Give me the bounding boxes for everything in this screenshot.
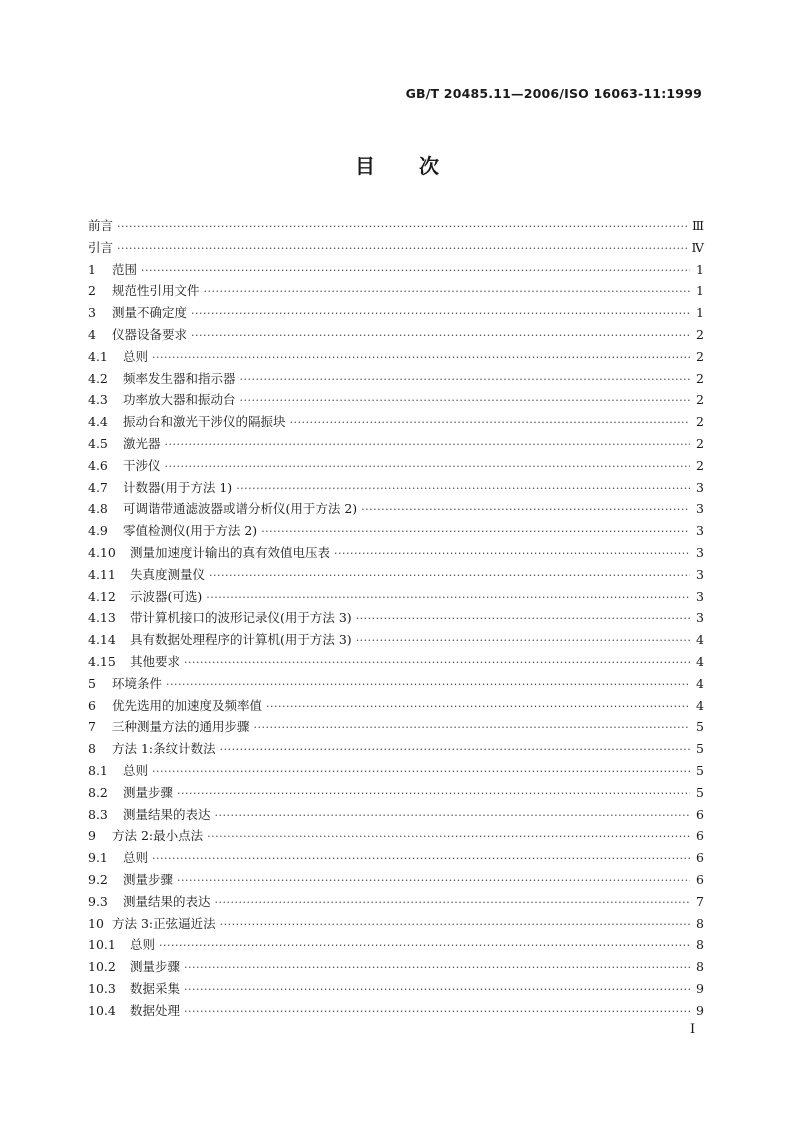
toc-entry-number: 7 (88, 719, 96, 735)
toc-entry-page: 3 (696, 479, 704, 495)
toc-entry[interactable] (88, 608, 704, 630)
dot-leader (191, 307, 690, 320)
toc-entry[interactable] (88, 260, 704, 282)
dot-leader (159, 939, 690, 952)
toc-entry[interactable] (88, 543, 704, 565)
toc-entry-page: 6 (696, 850, 704, 866)
toc-entry-label: 测量加速度计输出的真有效值电压表 (130, 544, 331, 560)
toc-entry-page: 2 (696, 348, 704, 364)
toc-entry-label: 其他要求 (130, 653, 181, 669)
toc-entry-page: 4 (696, 675, 704, 691)
dot-leader (220, 743, 690, 756)
toc-entry-number: 4.10 (88, 544, 116, 560)
dot-leader (261, 525, 690, 538)
dot-leader (361, 503, 690, 516)
toc-entry-number: 10.3 (88, 980, 116, 996)
toc-entry-page: 2 (696, 414, 704, 430)
toc-entry-number: 10.4 (88, 1002, 116, 1018)
toc-entry-page: 2 (696, 435, 704, 451)
toc-entry-number: 6 (88, 697, 96, 713)
toc-entry-page: 3 (696, 544, 704, 560)
dot-leader (177, 787, 690, 800)
toc-entry-page: 1 (696, 261, 704, 277)
toc-entry-number: 8 (88, 741, 96, 757)
toc-entry-number: 4.6 (88, 457, 108, 473)
dot-leader (209, 569, 690, 582)
toc-entry[interactable] (88, 630, 704, 652)
toc-entry-page: 4 (696, 653, 704, 669)
toc-entry-number: 3 (88, 305, 96, 321)
dot-leader (184, 1005, 690, 1018)
dot-leader (207, 830, 690, 843)
toc-entry-number: 4.8 (88, 501, 108, 517)
toc-entry-page: 9 (696, 980, 704, 996)
toc-entry-page: 6 (696, 871, 704, 887)
toc-entry-label: 方法 2:最小点法 (112, 828, 204, 844)
toc-entry-label: 激光器 (123, 435, 161, 451)
toc-entry[interactable] (88, 565, 704, 587)
dot-leader (356, 612, 690, 625)
toc-entry-number: 4.11 (88, 566, 116, 582)
toc-entry-page: 3 (696, 610, 704, 626)
toc-entry[interactable] (88, 914, 704, 936)
dot-leader (184, 656, 690, 669)
dot-leader (220, 918, 690, 931)
toc-entry-page: 3 (696, 588, 704, 604)
toc-entry-page: 3 (696, 523, 704, 539)
toc-entry-number: 4.3 (88, 392, 108, 408)
toc-entry-page: 4 (696, 632, 704, 648)
toc-entry[interactable] (88, 957, 704, 979)
toc-entry[interactable] (88, 456, 704, 478)
toc-entry-number: 4.2 (88, 370, 108, 386)
dot-leader (240, 373, 690, 386)
toc-entry-number: 9 (88, 828, 96, 844)
toc-entry-page: 3 (696, 501, 704, 517)
toc-entry[interactable] (88, 434, 704, 456)
toc-entry-label: 测量步骤 (123, 784, 174, 800)
toc-entry[interactable] (88, 761, 704, 783)
dot-leader (236, 482, 690, 495)
toc-entry-label: 总则 (123, 850, 149, 866)
toc-entry[interactable] (88, 478, 704, 500)
toc-entry[interactable] (88, 499, 704, 521)
toc-entry-number: 10 (88, 915, 104, 931)
toc-entry[interactable] (88, 303, 704, 325)
toc-entry-label: 零值检测仪(用于方法 2) (123, 523, 258, 539)
dot-leader (206, 591, 690, 604)
toc-entry[interactable] (88, 870, 704, 892)
toc-entry-label: 振动台和激光干涉仪的隔振块 (123, 414, 286, 430)
toc-entry-number: 4.12 (88, 588, 116, 604)
dot-leader (266, 700, 690, 713)
toc-entry-label: 仪器设备要求 (112, 326, 188, 342)
toc-entry-number: 9.1 (88, 850, 108, 866)
toc-entry-number: 2 (88, 283, 96, 299)
toc-entry[interactable] (88, 238, 704, 260)
table-of-contents (88, 216, 704, 1022)
dot-leader (177, 874, 690, 887)
dot-leader (152, 852, 690, 865)
toc-entry[interactable] (88, 674, 704, 696)
toc-entry-number: 9.3 (88, 893, 108, 909)
toc-entry-page: 9 (696, 1002, 704, 1018)
dot-leader (117, 220, 688, 233)
toc-entry-label: 示波器(可选) (130, 588, 203, 604)
toc-entry[interactable] (88, 979, 704, 1001)
toc-entry[interactable] (88, 521, 704, 543)
footer-page-number: I (690, 1022, 696, 1037)
toc-entry-number: 4.7 (88, 479, 108, 495)
toc-entry-number: 4 (88, 326, 96, 342)
dot-leader (165, 460, 690, 473)
toc-entry-page: 5 (696, 784, 704, 800)
toc-entry-page: Ⅳ (691, 239, 704, 255)
toc-entry-number: 4.13 (88, 610, 116, 626)
toc-entry[interactable] (88, 325, 704, 347)
toc-entry-label: 功率放大器和振动台 (123, 392, 236, 408)
toc-entry-page: 5 (696, 762, 704, 778)
dot-leader (166, 678, 690, 691)
toc-entry-label: 可调谐带通滤波器或谱分析仪(用于方法 2) (123, 501, 358, 517)
toc-entry-label: 测量步骤 (123, 871, 174, 887)
toc-entry-page: 1 (696, 283, 704, 299)
toc-entry-page: 2 (696, 392, 704, 408)
toc-entry-label: 带计算机接口的波形记录仪(用于方法 3) (130, 610, 352, 626)
toc-entry[interactable] (88, 1001, 704, 1023)
toc-entry-page: 6 (696, 806, 704, 822)
toc-entry[interactable] (88, 696, 704, 718)
toc-entry-page: 2 (696, 326, 704, 342)
toc-entry-page: 4 (696, 697, 704, 713)
dot-leader (290, 416, 690, 429)
toc-entry-number: 1 (88, 261, 96, 277)
toc-title-char-1: 目 (355, 154, 375, 178)
toc-entry-number: 4.15 (88, 653, 116, 669)
toc-entry-label: 数据采集 (130, 980, 181, 996)
toc-entry-label: 干涉仪 (123, 457, 161, 473)
dot-leader (165, 438, 690, 451)
toc-entry-label: 具有数据处理程序的计算机(用于方法 3) (130, 632, 352, 648)
toc-entry-page: 3 (696, 566, 704, 582)
toc-entry-page: 8 (696, 959, 704, 975)
toc-entry-page: 6 (696, 828, 704, 844)
toc-entry-label: 规范性引用文件 (112, 283, 200, 299)
toc-entry-number: 4.14 (88, 632, 116, 648)
toc-entry-label: 计数器(用于方法 1) (123, 479, 233, 495)
toc-entry-label: 三种测量方法的通用步骤 (112, 719, 250, 735)
toc-entry-label: 总则 (123, 348, 149, 364)
toc-entry-label: 测量结果的表达 (123, 893, 211, 909)
toc-entry-label: 测量结果的表达 (123, 806, 211, 822)
toc-entry[interactable] (88, 935, 704, 957)
toc-entry-page: 2 (696, 457, 704, 473)
toc-entry-label: 总则 (130, 937, 156, 953)
toc-title-char-2: 次 (419, 154, 439, 178)
toc-entry[interactable] (88, 587, 704, 609)
toc-entry-label: 频率发生器和指示器 (123, 370, 236, 386)
dot-leader (152, 351, 690, 364)
toc-entry-label: 前言 (88, 218, 114, 233)
toc-entry-label: 方法 3:正弦逼近法 (112, 915, 216, 931)
toc-entry[interactable] (88, 369, 704, 391)
dot-leader (204, 285, 690, 298)
toc-entry-page: 5 (696, 741, 704, 757)
toc-entry-label: 总则 (123, 762, 149, 778)
toc-entry-number: 10.1 (88, 937, 116, 953)
toc-entry-label: 测量步骤 (130, 959, 181, 975)
toc-entry[interactable] (88, 347, 704, 369)
toc-entry-page: 1 (696, 305, 704, 321)
toc-entry[interactable] (88, 826, 704, 848)
toc-entry[interactable] (88, 739, 704, 761)
dot-leader (117, 242, 687, 255)
toc-entry-number: 4.4 (88, 414, 108, 430)
toc-entry-number: 4.1 (88, 348, 108, 364)
toc-entry-label: 测量不确定度 (112, 305, 188, 321)
toc-entry-page: 2 (696, 370, 704, 386)
toc-entry-number: 10.2 (88, 959, 116, 975)
toc-entry-label: 方法 1:条纹计数法 (112, 741, 216, 757)
dot-leader (240, 394, 690, 407)
toc-entry-number: 8.1 (88, 762, 108, 778)
toc-entry-label: 环境条件 (112, 675, 163, 691)
toc-entry[interactable] (88, 390, 704, 412)
toc-entry-page: 7 (696, 893, 704, 909)
toc-title (0, 150, 794, 179)
toc-entry[interactable] (88, 281, 704, 303)
dot-leader (215, 809, 690, 822)
dot-leader (141, 264, 690, 277)
toc-entry-page: 5 (696, 719, 704, 735)
standard-number-header: GB/T 20485.11—2006/ISO 16063-11:1999 (405, 86, 702, 101)
toc-entry-page: 8 (696, 915, 704, 931)
dot-leader (191, 329, 690, 342)
toc-entry-number: 9.2 (88, 871, 108, 887)
dot-leader (334, 547, 690, 560)
dot-leader (215, 896, 690, 909)
toc-entry[interactable] (88, 216, 704, 238)
toc-entry-label: 范围 (112, 261, 138, 277)
toc-entry-number: 8.2 (88, 784, 108, 800)
toc-entry-number: 5 (88, 675, 96, 691)
dot-leader (184, 983, 690, 996)
toc-entry[interactable] (88, 412, 704, 434)
toc-entry-page: 8 (696, 937, 704, 953)
toc-entry[interactable] (88, 892, 704, 914)
toc-entry-number: 4.5 (88, 435, 108, 451)
toc-entry[interactable] (88, 717, 704, 739)
toc-entry-number: 4.9 (88, 523, 108, 539)
toc-entry-label: 优先选用的加速度及频率值 (112, 697, 263, 713)
toc-entry[interactable] (88, 652, 704, 674)
toc-entry-label: 数据处理 (130, 1002, 181, 1018)
toc-entry-page: Ⅲ (691, 218, 704, 233)
dot-leader (152, 765, 690, 778)
toc-entry[interactable] (88, 783, 704, 805)
toc-entry[interactable] (88, 805, 704, 827)
toc-entry[interactable] (88, 848, 704, 870)
toc-entry-label: 引言 (88, 239, 114, 255)
toc-entry-label: 失真度测量仪 (130, 566, 206, 582)
toc-entry-number: 8.3 (88, 806, 108, 822)
dot-leader (254, 721, 690, 734)
dot-leader (184, 961, 690, 974)
dot-leader (356, 634, 690, 647)
